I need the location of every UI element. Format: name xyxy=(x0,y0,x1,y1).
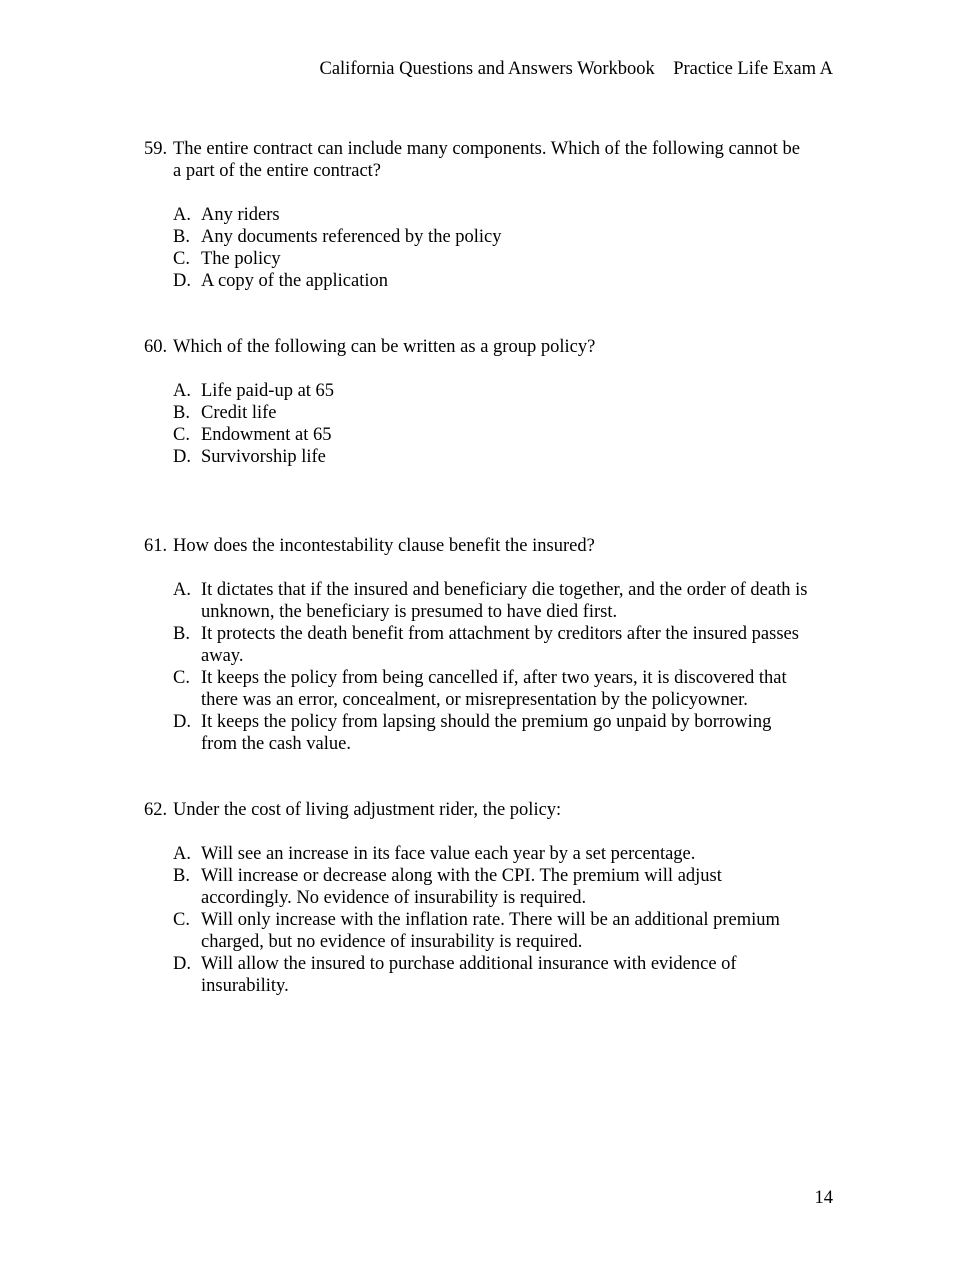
answer-option xyxy=(173,953,844,997)
question-60 xyxy=(144,336,844,468)
answer-option xyxy=(173,711,844,755)
option-text xyxy=(201,909,780,953)
option-text xyxy=(201,402,277,424)
question-text xyxy=(173,535,595,557)
answer-options xyxy=(173,204,844,292)
option-text-line: there was an error, concealment, or misrepresentation by the policyowner. xyxy=(201,690,748,710)
option-text-line: Survivorship life xyxy=(201,447,326,467)
answer-options xyxy=(173,380,844,468)
option-text-line: Credit life xyxy=(201,403,277,423)
option-text-line: charged, but no evidence of insurability is required. xyxy=(201,932,583,952)
option-text xyxy=(201,380,334,402)
option-text-line: It protects the death benefit from attachment by creditors after the insured passes xyxy=(201,624,799,644)
option-letter: C. xyxy=(173,249,190,269)
answer-option xyxy=(173,204,844,226)
option-letter: D. xyxy=(173,271,191,291)
answer-option xyxy=(173,579,844,623)
option-text-line: It dictates that if the insured and beneficiary die together, and the order of death is xyxy=(201,580,808,600)
option-text-line: The policy xyxy=(201,249,281,269)
option-text-line: Will only increase with the inflation rate. There will be an additional premium xyxy=(201,910,780,930)
option-letter: A. xyxy=(173,580,191,600)
option-text-line: accordingly. No evidence of insurability is required. xyxy=(201,888,587,908)
option-text xyxy=(201,248,281,270)
option-letter: C. xyxy=(173,425,190,445)
option-text-line: Endowment at 65 xyxy=(201,425,332,445)
option-letter: A. xyxy=(173,205,191,225)
option-text xyxy=(201,843,695,865)
option-text xyxy=(201,865,722,909)
header-exam-title: Practice Life Exam A xyxy=(673,59,833,79)
answer-option xyxy=(173,270,844,292)
option-text xyxy=(201,226,502,248)
option-letter: B. xyxy=(173,866,190,886)
option-text xyxy=(201,953,737,997)
option-letter: D. xyxy=(173,712,191,732)
question-number: 60. xyxy=(144,337,168,357)
option-text xyxy=(201,204,280,226)
answer-option xyxy=(173,248,844,270)
option-text-line: from the cash value. xyxy=(201,734,351,754)
answer-option xyxy=(173,380,844,402)
question-59 xyxy=(144,138,844,292)
question-stem xyxy=(144,535,844,557)
option-letter: A. xyxy=(173,381,191,401)
option-text xyxy=(201,270,388,292)
option-text-line: Any documents referenced by the policy xyxy=(201,227,502,247)
answer-option xyxy=(173,424,844,446)
question-stem xyxy=(144,799,844,821)
option-letter: A. xyxy=(173,844,191,864)
option-text-line: Will allow the insured to purchase additional insurance with evidence of xyxy=(201,954,737,974)
question-text xyxy=(173,336,595,358)
question-number: 61. xyxy=(144,536,168,556)
option-text xyxy=(201,579,807,623)
answer-option xyxy=(173,402,844,424)
question-text-line: How does the incontestability clause benefit the insured? xyxy=(173,536,595,556)
answer-option xyxy=(173,623,844,667)
option-text-line: Any riders xyxy=(201,205,280,225)
option-text-line: insurability. xyxy=(201,976,289,996)
option-text xyxy=(201,667,787,711)
answer-options xyxy=(173,579,844,755)
answer-option xyxy=(173,226,844,248)
answer-option xyxy=(173,865,844,909)
option-text-line: It keeps the policy from being cancelled if, after two years, it is discovered that xyxy=(201,668,787,688)
option-text-line: Will see an increase in its face value each year by a set percentage. xyxy=(201,844,696,864)
option-letter: C. xyxy=(173,910,190,930)
question-text-line: Under the cost of living adjustment rider, the policy: xyxy=(173,800,562,820)
question-stem xyxy=(144,336,844,358)
answer-option xyxy=(173,843,844,865)
question-text xyxy=(173,799,561,821)
question-stem xyxy=(144,138,844,182)
option-letter: D. xyxy=(173,954,191,974)
answer-option xyxy=(173,446,844,468)
option-letter: B. xyxy=(173,227,190,247)
answer-option xyxy=(173,667,844,711)
question-text-line: Which of the following can be written as a group policy? xyxy=(173,337,596,357)
page-number: 14 xyxy=(814,1188,833,1208)
running-header xyxy=(319,58,833,80)
option-text-line: Will increase or decrease along with the CPI. The premium will adjust xyxy=(201,866,722,886)
option-letter: D. xyxy=(173,447,191,467)
question-text-line: The entire contract can include many components. Which of the following cannot be xyxy=(173,139,800,159)
question-61 xyxy=(144,535,844,755)
option-text xyxy=(201,623,799,667)
option-text-line: unknown, the beneficiary is presumed to have died first. xyxy=(201,602,618,622)
question-number: 62. xyxy=(144,800,168,820)
answer-option xyxy=(173,909,844,953)
header-book-title: California Questions and Answers Workbook xyxy=(319,59,655,79)
option-text xyxy=(201,711,771,755)
option-text xyxy=(201,424,332,446)
question-number: 59. xyxy=(144,139,168,159)
question-62 xyxy=(144,799,844,997)
option-text-line: away. xyxy=(201,646,244,666)
option-letter: B. xyxy=(173,403,190,423)
option-letter: B. xyxy=(173,624,190,644)
question-text-line: a part of the entire contract? xyxy=(173,161,382,181)
option-text-line: It keeps the policy from lapsing should the premium go unpaid by borrowing xyxy=(201,712,772,732)
option-text-line: Life paid-up at 65 xyxy=(201,381,335,401)
option-text-line: A copy of the application xyxy=(201,271,389,291)
option-letter: C. xyxy=(173,668,190,688)
option-text xyxy=(201,446,326,468)
answer-options xyxy=(173,843,844,997)
question-text xyxy=(173,138,800,182)
